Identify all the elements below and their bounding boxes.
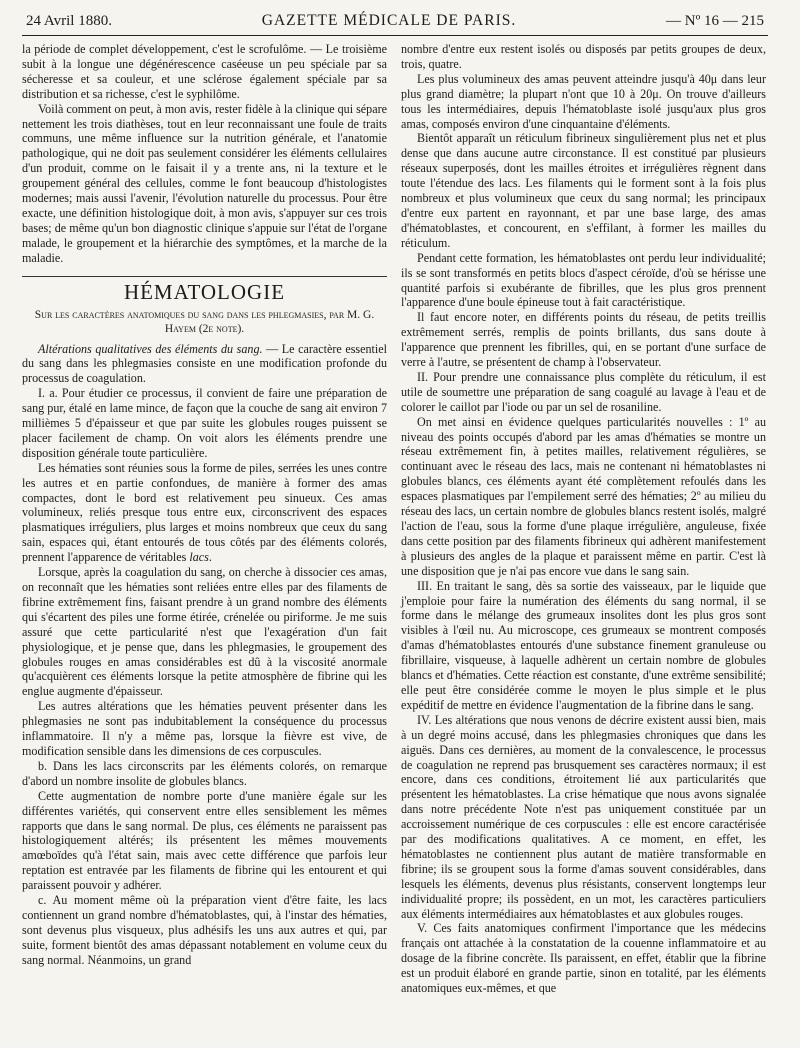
paragraph: Bientôt apparaît un réticulum fibrineux singulièrement plus net et plus dense que dans aucune autre circonstance. Il est constitué par plusieurs réseaux superposés, dont les mailles étroites et irrégulières règnent dans toute l'étendue des lacs. Les filaments qui le forment sont à la fois plus nombreux et plus volumineux que ceux du sang normal; les principaux d'entre eux partent en rayonnant, et par une base large, des amas d'hématoblastes, et concourent, en s'effilant, à former les mailles du réticulum.	[401, 131, 766, 250]
paragraph: la période de complet développement, c'est le scrofulôme. — Le troisième subit à la longue une dégénérescence caséeuse un peu spéciale par sa sécheresse et sa couleur, et une sclérose également spéciale par sa distribution et sa richesse, c'est le syphilôme.	[22, 42, 387, 101]
paragraph: III. En traitant le sang, dès sa sortie des vaisseaux, par le liquide que j'emploie pour faire la numération des éléments du sang normal, il se forme dans le mélange des grumeaux insolites dont les plus gros sont visibles à l'œil nu. Au microscope, ces grumeaux se montrent composés d'amas d'hématoblastes entourés d'une substance finement granuleuse ou fibrillaire, visqueuse, à laquelle adhèrent un certain nombre de globules blancs et d'hématies. Cette réaction est constante, d'une extrême sensibilité; elle peut être considérée comme le moyen le plus simple et le plus expéditif de mettre en évidence l'augmentation de la fibrine dans le sang.	[401, 578, 766, 712]
emphasis: lacs	[189, 550, 209, 565]
paragraph-text: — Le caractère essentiel du sang dans les phlegmasies consiste en une modification profonde du processus de coagulation.	[22, 341, 387, 386]
paragraph: On met ainsi en évidence quelques particularités nouvelles : 1º au niveau des points occupés d'abord par les amas d'hématies se montre un réseau extrêmement fin, à petites mailles, relativement régulières, se continuant avec le réseau des lacs, mais ne contenant ni hématoblastes ni globules blancs, ces éléments ayant été complètement refoulés dans les espaces plasmatiques par l'empilement serré des hématies; 2º au milieu du réseau des lacs, un certain nombre de globules blancs restent isolés, malgré l'action de l'eau, sous la forme d'une plaque irrégulière, anguleuse, fixée dans cette position par des filaments fibrineux qui adhèrent manifestement à plusieurs des angles de la plaque et paraissent même en partir. C'est là une disposition que je n'ai pas encore vue dans le sang sain.	[401, 414, 766, 578]
paragraph: Cette augmentation de nombre porte d'une manière égale sur les différentes variétés, qui conservent entre elles sensiblement les mêmes rapports que dans le sang normal. De plus, ces éléments ne paraissent pas histologiquement altérés; ils présentent les mêmes mouvements amœboïdes qu'à l'état sain, mais avec cette différence que parfois leur reptation est entravée par les filaments de fibrine qui les entourent et qui paraissent pouvoir y adhérer.	[22, 788, 387, 893]
section-heading: HÉMATOLOGIE	[123, 279, 286, 304]
paragraph	[22, 461, 387, 565]
paragraph: II. Pour prendre une connaissance plus complète du réticulum, il est utile de soumettre une préparation de sang coagulé au lavage à l'eau et de colorer le caillot par l'iode ou par un sel de rosaniline.	[401, 369, 766, 414]
section-divider	[22, 276, 387, 277]
subheading: Altérations qualitatives des éléments du sang.	[38, 341, 263, 356]
paragraph: V. Ces faits anatomiques confirment l'importance que les médecins français ont attachée à la constatation de la couenne inflammatoire et au dosage de la fibrine concrète. Ils paraissent, en effet, établir que la fibrine est un produit élaboré en grande partie, sinon en totalité, par les éléments anatomiques eux-mêmes, et que	[401, 921, 766, 996]
article-title: Sur les caractères anatomiques du sang dans les phlegmasies, par M. G. Hayem (2e note).	[34, 308, 375, 335]
issue-page-number: — Nº 16 — 215	[666, 13, 764, 29]
paragraph: IV. Les altérations que nous venons de décrire existent aussi bien, mais à un degré moins accusé, dans les phlegmasies chroniques que dans les aiguës. Dans ces dernières, au moment de la convalescence, le processus de coagulation ne reprend pas brusquement ses caractères normaux; il est encore, dans ces conditions, étroitement lié aux particularités que présentent les hématoblastes. La crise hématique que nous avons signalée dans notre précédente Note n'est pas uniquement constituée par un accroissement numérique de ces corpuscules : elle est encore caractérisée par des modifications qualitatives. A ce moment, en effet, les hématoblastes ne contiennent plus autant de matière transformable en fibrine; ils se groupent sous la forme d'amas souvent considérables, dans lesquels les éléments, devenus plus résistants, conservent longtemps leur individualité propre; ils possèdent, en un mot, les caractères particuliers aux éléments intermédiaires aux hématoblastes et aux globules rouges.	[401, 712, 766, 921]
paragraph: Pendant cette formation, les hématoblastes ont perdu leur individualité; ils se sont transformés en petits blocs d'aspect céroïde, d'où se hérisse une quantité parfois si exubérante de fibrilles, que les plus gros prennent l'apparence d'une boule épineuse tout à fait caractéristique.	[401, 250, 766, 310]
left-column	[22, 42, 387, 996]
header-date: 24 Avril 1880.	[26, 13, 112, 29]
paragraph-text: .	[208, 550, 212, 565]
paragraph	[22, 342, 387, 387]
journal-title: GAZETTE MÉDICALE DE PARIS.	[261, 12, 517, 29]
paragraph: Il faut encore noter, en différents points du réseau, de petits treillis extrêmement serrés, remplis de points brillants, dus sans doute à l'apparence que prennent les fibrilles, qui, en se portant d'une surface de verre à l'autre, se présentent de champ à l'observateur.	[401, 310, 766, 370]
paragraph: Les plus volumineux des amas peuvent atteindre jusqu'à 40μ dans leur plus grand diamètre; la plupart n'ont que 10 à 20μ. On trouve d'ailleurs tous les intermédiaires, depuis l'hématoblaste isolé jusqu'aux plus gros amas, composés environ d'une cinquantaine d'éléments.	[401, 71, 766, 131]
paragraph: Les autres altérations que les hématies peuvent présenter dans les phlegmasies ne sont pas indubitablement la conséquence du processus inflammatoire. Il n'y a même pas, lorsque la fièvre est vive, de modification sensible dans les dimensions de ces corpuscules.	[22, 699, 387, 758]
paragraph: Lorsque, après la coagulation du sang, on cherche à dissocier ces amas, on reconnaît que les hématies sont reliées entre elles par des filaments de fibrine extrêmement fins, faisant prendre à un grand nombre des éléments qui s'écartent des piles une forme étirée, crénelée ou piriforme. Je me suis assuré que cette particularité n'est que l'exagération d'un fait physiologique, et je pense que, dans les phlegmasies, le groupement des globules rouges en amas considérables est dû à la viscosité anormale qu'acquièrent ces éléments lorsque la petite atmosphère de fibrine qui les englue augmente d'épaisseur.	[22, 565, 387, 699]
right-column	[401, 42, 766, 996]
paragraph: Voilà comment on peut, à mon avis, rester fidèle à la clinique qui sépare nettement les trois diathèses, tout en leur reconnaissant une foule de traits communs, une même influence sur la nutrition générale, et l'anatomie pathologique, qui ne doit pas seulement considérer les éléments cellulaires d'un produit, comme on le faisait il y a trente ans, ni la texture et le groupement général des cellules, comme le font beaucoup d'histologistes modernes; mais aussi l'avenir, l'évolution naturelle du processus. Pour être exacte, une définition histologique doit, à mon avis, s'appuyer sur ces trois bases; de même qu'un bon diagnostic clinique s'appuie sur l'état de l'organe malade, le groupement et la hiérarchie des symptômes, et la marche de la maladie.	[22, 101, 387, 265]
columns	[22, 42, 768, 996]
paragraph-text: Les hématies sont réunies sous la forme de piles, serrées les unes contre les autres et en partie confondues, de manière à former des amas compactes, dont le bord est relativement peu sinueux. Ces amas volumineux, reliés presque tous entre eux, circonscrivent des espaces plasmatiques irréguliers, plus larges et moins nombreux que ceux du sang sain, espaces qui, étant entourés de tous côtés par des éléments colorés, prennent l'apparence de véritables	[22, 460, 387, 565]
paragraph: I. a. Pour étudier ce processus, il convient de faire une préparation de sang pur, étalé en lame mince, de façon que la couche de sang ait environ 7 millièmes 5 d'épaisseur et que par suite les globules rouges puissent se placer facilement de champ. On voit alors les éléments prendre une disposition générale toute particulière.	[22, 386, 387, 460]
paragraph: nombre d'entre eux restent isolés ou disposés par petits groupes de deux, trois, quatre.	[401, 42, 766, 71]
paragraph: c. Au moment même où la préparation vient d'être faite, les lacs contiennent un grand nombre d'hématoblastes, qui, à l'instar des hématies, sont devenus plus visqueux, plus adhésifs les uns aux autres et qui, par suite, forment bientôt des amas dépassant notablement en volume ceux du sang normal. Néanmoins, un grand	[22, 893, 387, 967]
page-header	[22, 12, 768, 36]
paragraph: b. Dans les lacs circonscrits par les éléments colorés, on remarque d'abord un nombre insolite de globules blancs.	[22, 758, 387, 788]
